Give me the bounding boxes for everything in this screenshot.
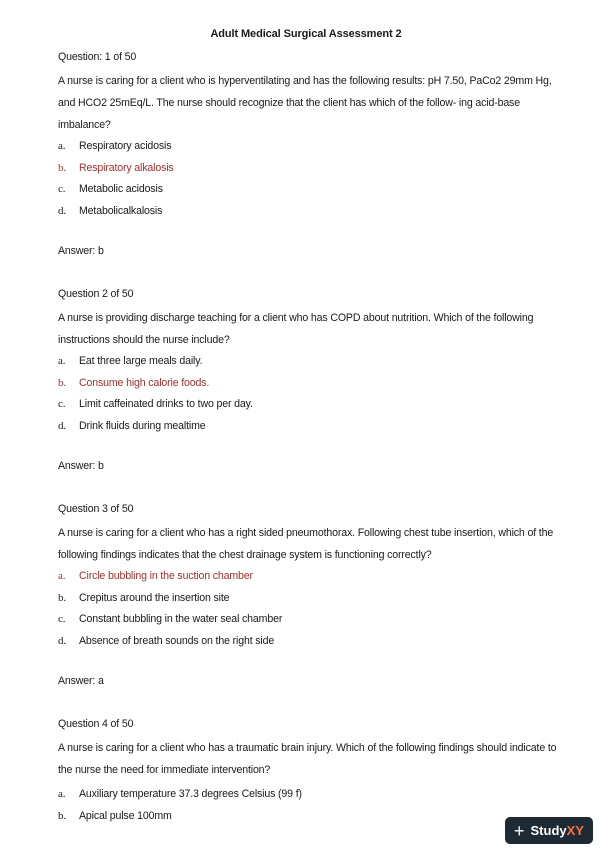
question-4	[58, 717, 558, 827]
question-1	[58, 50, 558, 222]
option-letter: b.	[58, 591, 66, 604]
option-letter: b.	[58, 376, 66, 389]
option-letter: b.	[58, 161, 66, 174]
option-b-correct	[58, 158, 558, 180]
option-text: Eat three large meals daily.	[79, 355, 203, 367]
studyxy-logo[interactable]	[505, 817, 593, 844]
answer-2: Answer: b	[58, 460, 104, 472]
option-a-correct	[58, 566, 558, 588]
option-a	[58, 136, 558, 158]
option-text: Absence of breath sounds on the right side	[79, 634, 275, 647]
option-b	[58, 588, 558, 610]
question-header: Question 3 of 50	[58, 503, 134, 515]
question-header: Question 2 of 50	[58, 288, 134, 300]
option-letter: c.	[58, 613, 66, 625]
question-3	[58, 502, 558, 652]
option-letter: d.	[58, 419, 66, 432]
option-d	[58, 201, 558, 223]
option-a	[58, 784, 558, 806]
question-header: Question: 1 of 50	[58, 51, 137, 63]
option-text: Respiratory acidosis	[79, 140, 172, 152]
option-letter: a.	[58, 140, 66, 152]
option-c	[58, 394, 558, 416]
logo-suffix: XY	[566, 823, 584, 838]
option-text: Apical pulse 100mm	[79, 809, 172, 822]
option-letter: a.	[58, 570, 66, 582]
option-letter: a.	[58, 355, 66, 367]
answer-3: Answer: a	[58, 675, 104, 687]
option-text: Metabolic acidosis	[79, 183, 163, 195]
question-2	[58, 287, 558, 437]
option-letter: c.	[58, 183, 66, 195]
document-title: Adult Medical Surgical Assessment 2	[210, 28, 402, 40]
option-letter: d.	[58, 634, 66, 647]
option-text: Drink fluids during mealtime	[79, 419, 206, 432]
option-text: Circle bubbling in the suction chamber	[79, 570, 253, 582]
option-c	[58, 179, 558, 201]
option-letter: d.	[58, 204, 66, 217]
logo-prefix: Study	[530, 823, 567, 838]
option-d	[58, 631, 558, 653]
plus-icon: +	[514, 820, 525, 841]
question-stem: A nurse is caring for a client who has a right sided pneumothorax. Following chest tube insertion, which of the following findings indicates that the chest drainage system is functioning correctly?	[58, 527, 554, 561]
option-letter: b.	[58, 809, 66, 822]
option-text: Limit caffeinated drinks to two per day.	[79, 398, 253, 410]
option-text: Constant bubbling in the water seal chamber	[79, 613, 283, 625]
option-b	[58, 806, 558, 828]
option-c	[58, 609, 558, 631]
option-text: Metabolicalkalosis	[79, 204, 163, 217]
option-text: Crepitus around the insertion site	[79, 591, 230, 604]
option-letter: a.	[58, 788, 66, 800]
question-stem: A nurse is caring for a client who is hyperventilating and has the following results: pH 7.50, PaCo2 29mm Hg, and HCO2 25mEq/L. The nurse should recognize that the client has which of the follow- ing acid-base imbalance?	[58, 75, 552, 131]
answer-1: Answer: b	[58, 245, 104, 257]
option-a	[58, 351, 558, 373]
option-letter: c.	[58, 398, 66, 410]
option-text: Auxiliary temperature 37.3 degrees Celsius (99 f)	[79, 788, 302, 800]
option-b-correct	[58, 373, 558, 395]
option-text: Respiratory alkalosis	[79, 161, 174, 174]
option-text: Consume high calorie foods.	[79, 376, 210, 389]
question-stem: A nurse is caring for a client who has a traumatic brain injury. Which of the following findings should indicate to the nurse the need for immediate intervention?	[58, 742, 557, 776]
question-header: Question 4 of 50	[58, 718, 134, 730]
option-d	[58, 416, 558, 438]
question-stem: A nurse is providing discharge teaching for a client who has COPD about nutrition. Which of the following instructions should the nurse include?	[58, 312, 534, 346]
